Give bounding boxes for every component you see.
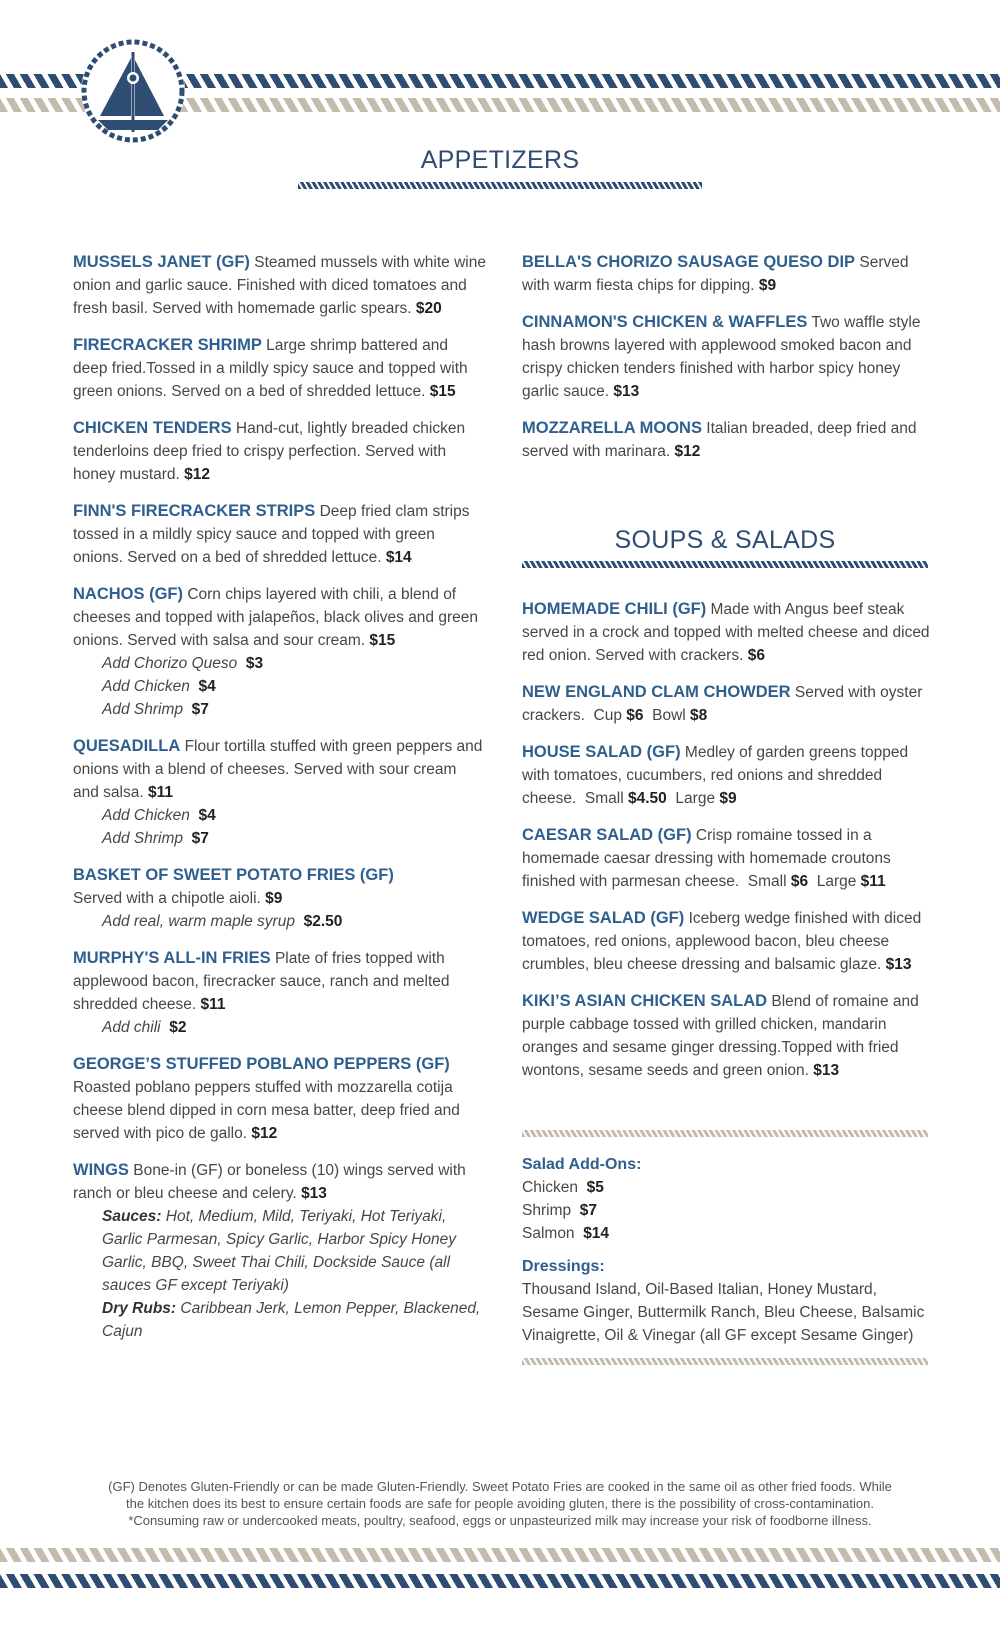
item-name: QUESADILLA xyxy=(73,737,181,755)
size-label: Large xyxy=(816,873,857,890)
dressings-title: Dressings: xyxy=(522,1258,605,1275)
item-price: $9 xyxy=(719,790,737,807)
item-description: Served with oyster crackers. xyxy=(522,684,923,724)
item-price: $4.50 xyxy=(628,790,667,807)
item-price: $13 xyxy=(885,956,912,973)
sauces-list: Hot, Medium, Mild, Teriyaki, Hot Teriyaki, Garlic Parmesan, Spicy Garlic, Harbor Spicy Honey Garlic, BBQ, Sweet Thai Chili, Dockside Sauce (all sauces GF except Teriyaki) xyxy=(102,1208,457,1294)
item-price: $6 xyxy=(626,707,644,724)
item-price: $11 xyxy=(147,784,173,801)
wings-sauces xyxy=(73,1205,486,1297)
menu-item xyxy=(73,1053,486,1145)
item-name: GEORGE’S STUFFED POBLANO PEPPERS (GF) xyxy=(73,1055,450,1073)
item-name: CAESAR SALAD (GF) xyxy=(522,826,692,844)
soups-salads-title: SOUPS & SALADS xyxy=(614,526,836,554)
item-description: Bone-in (GF) or boneless (10) wings served with ranch or bleu cheese and celery. xyxy=(73,1162,466,1202)
addon-price: $4 xyxy=(198,678,216,695)
item-name: NACHOS (GF) xyxy=(73,585,183,603)
item-price: $6 xyxy=(790,873,809,890)
addon-label: Salmon xyxy=(522,1225,575,1242)
addon-label: Add chili xyxy=(102,1019,161,1036)
item-price: $12 xyxy=(674,443,701,460)
item-name: WINGS xyxy=(73,1161,129,1179)
menu-item xyxy=(73,583,486,721)
addon-price: $7 xyxy=(191,830,209,847)
addon-row xyxy=(522,1199,932,1222)
dressings-list: Thousand Island, Oil-Based Italian, Honey Mustard, Sesame Ginger, Buttermilk Ranch, Bleu Cheese, Balsamic Vinaigrette, Oil & Vinegar (all GF except Sesame Ginger) xyxy=(522,1281,925,1344)
item-description: Deep fried clam strips tossed in a mildly spicy sauce and topped with green onions. Served on a bed of shredded lettuce. xyxy=(73,503,470,566)
item-description: Flour tortilla stuffed with green peppers and onions with a blend of cheeses. Served with sour cream and salsa. xyxy=(73,738,483,801)
footer-disclaimer xyxy=(60,1478,940,1529)
menu-item xyxy=(522,907,932,976)
item-name: NEW ENGLAND CLAM CHOWDER xyxy=(522,683,791,701)
item-name: MURPHY'S ALL-IN FRIES xyxy=(73,949,271,967)
item-name: HOUSE SALAD (GF) xyxy=(522,743,681,761)
item-addon xyxy=(73,910,486,933)
item-price: $13 xyxy=(301,1185,327,1202)
item-name: BASKET OF SWEET POTATO FRIES (GF) xyxy=(73,866,394,884)
item-addon xyxy=(73,698,486,721)
footer-line: the kitchen does its best to ensure certain foods are safe for people avoiding gluten, there is the possibility of cross-contamination. xyxy=(126,1496,874,1511)
size-label: Small xyxy=(584,790,624,807)
addon-label: Add Chorizo Queso xyxy=(102,655,238,672)
item-description: Two waffle style hash browns layered with applewood smoked bacon and crispy chicken tenders finished with harbor spicy honey garlic sauce. xyxy=(522,314,921,400)
soups-salads-column xyxy=(522,598,932,1096)
item-description: Made with Angus beef steak served in a crock and topped with melted cheese and diced red onion. Served with crackers. xyxy=(522,601,930,664)
addon-price: $2.50 xyxy=(303,913,343,930)
item-description: Served with a chipotle aioli. xyxy=(73,890,261,907)
appetizers-title-underline xyxy=(298,182,702,189)
menu-item xyxy=(73,417,486,486)
dry-rubs-label: Dry Rubs: xyxy=(102,1300,177,1317)
menu-item xyxy=(73,251,486,320)
menu-item xyxy=(522,311,932,403)
addon-label: Add Chicken xyxy=(102,678,190,695)
item-price: $9 xyxy=(265,890,283,907)
item-price: $12 xyxy=(251,1125,278,1142)
item-price: $13 xyxy=(613,383,640,400)
item-addon xyxy=(73,804,486,827)
menu-item xyxy=(73,1159,486,1343)
size-label: Bowl xyxy=(652,707,686,724)
item-addon xyxy=(73,652,486,675)
item-description: Hand-cut, lightly breaded chicken tenderloins deep fried to crispy perfection. Served with honey mustard. xyxy=(73,420,466,483)
item-description: Crisp romaine tossed in a homemade caesar dressing with homemade croutons finished with parmesan cheese. xyxy=(522,827,891,890)
item-price: $20 xyxy=(415,300,442,317)
addon-label: Shrimp xyxy=(522,1202,572,1219)
item-description: Served with warm fiesta chips for dipping. xyxy=(522,254,909,294)
menu-item xyxy=(73,500,486,569)
item-name: MUSSELS JANET (GF) xyxy=(73,253,250,271)
addon-price: $14 xyxy=(583,1225,610,1242)
addon-price: $3 xyxy=(245,655,264,672)
menu-item xyxy=(522,417,932,463)
item-addon xyxy=(73,827,486,850)
addons-divider-bottom xyxy=(522,1358,928,1365)
item-price: $15 xyxy=(429,383,456,400)
item-description: Plate of fries topped with applewood bacon, firecracker sauce, ranch and melted shredded cheese. xyxy=(73,950,450,1013)
addon-label: Add Shrimp xyxy=(102,701,183,718)
size-label: Small xyxy=(747,873,787,890)
item-name: MOZZARELLA MOONS xyxy=(522,419,702,437)
footer-line: *Consuming raw or undercooked meats, poultry, seafood, eggs or unpasteurized milk may increase your risk of foodborne illness. xyxy=(128,1513,872,1528)
item-price: $12 xyxy=(184,466,211,483)
menu-item xyxy=(522,824,932,893)
sauces-label: Sauces: xyxy=(102,1208,162,1225)
item-name: CINNAMON'S CHICKEN & WAFFLES xyxy=(522,313,808,331)
soups-salads-title-underline xyxy=(522,561,928,568)
item-price: $15 xyxy=(369,632,396,649)
item-price: $11 xyxy=(860,873,886,890)
item-name: KIKI’S ASIAN CHICKEN SALAD xyxy=(522,992,768,1010)
addon-price: $5 xyxy=(586,1179,604,1196)
menu-item xyxy=(522,598,932,667)
bottom-rope-band-tan xyxy=(0,1548,1000,1562)
addon-label: Chicken xyxy=(522,1179,578,1196)
menu-item xyxy=(522,741,932,810)
addon-label: Add real, warm maple syrup xyxy=(102,913,295,930)
menu-item xyxy=(73,864,486,933)
item-name: FIRECRACKER SHRIMP xyxy=(73,336,262,354)
sailboat-anchor-logo-icon xyxy=(78,36,188,146)
item-price: $8 xyxy=(690,707,708,724)
wings-dry-rubs xyxy=(73,1297,486,1343)
appetizers-right-column xyxy=(522,251,932,477)
addon-label: Add Chicken xyxy=(102,807,190,824)
menu-item xyxy=(73,334,486,403)
addons-divider-top xyxy=(522,1130,928,1137)
size-label: Cup xyxy=(593,707,622,724)
item-description: Steamed mussels with white wine onion and garlic sauce. Finished with diced tomatoes and fresh basil. Served with homemade garlic spears. xyxy=(73,254,486,317)
salad-addons-block xyxy=(522,1153,932,1347)
bottom-rope-band-navy xyxy=(0,1574,1000,1588)
dry-rubs-list: Caribbean Jerk, Lemon Pepper, Blackened, Cajun xyxy=(102,1300,481,1340)
item-name: CHICKEN TENDERS xyxy=(73,419,232,437)
item-price: $13 xyxy=(813,1062,840,1079)
addon-price: $7 xyxy=(191,701,209,718)
item-description: Large shrimp battered and deep fried.Tossed in a mildly spicy sauce and topped with green onions. Served on a bed of shredded lettuce. xyxy=(73,337,468,400)
menu-item xyxy=(522,990,932,1082)
item-description: Roasted poblano peppers stuffed with mozzarella cotija cheese blend dipped in corn mesa batter, deep fried and served with pico de gallo. xyxy=(73,1079,460,1142)
footer-line: (GF) Denotes Gluten-Friendly or can be made Gluten-Friendly. Sweet Potato Fries are cooked in the same oil as other fried foods. While xyxy=(108,1479,892,1494)
item-description: Medley of garden greens topped with tomatoes, cucumbers, red onions and shredded cheese. xyxy=(522,744,909,807)
addon-price: $2 xyxy=(169,1019,187,1036)
menu-item xyxy=(522,681,932,727)
addon-row xyxy=(522,1176,932,1199)
item-name: WEDGE SALAD (GF) xyxy=(522,909,685,927)
item-name: BELLA'S CHORIZO SAUSAGE QUESO DIP xyxy=(522,253,856,271)
item-addon xyxy=(73,1016,486,1039)
item-description: Italian breaded, deep fried and served with marinara. xyxy=(522,420,917,460)
item-name: HOMEMADE CHILI (GF) xyxy=(522,600,707,618)
salad-addons-title: Salad Add-Ons: xyxy=(522,1156,642,1173)
addon-row xyxy=(522,1222,932,1245)
appetizers-title: APPETIZERS xyxy=(420,146,580,174)
item-price: $11 xyxy=(200,996,226,1013)
item-price: $14 xyxy=(385,549,412,566)
addon-price: $4 xyxy=(198,807,216,824)
size-label: Large xyxy=(675,790,716,807)
menu-item xyxy=(522,251,932,297)
item-price: $9 xyxy=(758,277,777,294)
item-addon xyxy=(73,675,486,698)
item-description: Corn chips layered with chili, a blend of cheeses and topped with jalapeños, black olives and green onions. Served with salsa and sour cream. xyxy=(73,586,478,649)
item-price: $6 xyxy=(747,647,765,664)
item-description: Iceberg wedge finished with diced tomatoes, red onions, applewood bacon, bleu cheese crumbles, bleu cheese dressing and balsamic glaze. xyxy=(522,910,922,973)
addon-price: $7 xyxy=(579,1202,597,1219)
item-name: FINN'S FIRECRACKER STRIPS xyxy=(73,502,316,520)
menu-item xyxy=(73,947,486,1039)
addon-label: Add Shrimp xyxy=(102,830,183,847)
menu-item xyxy=(73,735,486,850)
appetizers-left-column xyxy=(73,251,486,1357)
item-description: Blend of romaine and purple cabbage tossed with grilled chicken, mandarin oranges and sesame ginger dressing.Topped with fried wontons, sesame seeds and green onion. xyxy=(522,993,919,1079)
